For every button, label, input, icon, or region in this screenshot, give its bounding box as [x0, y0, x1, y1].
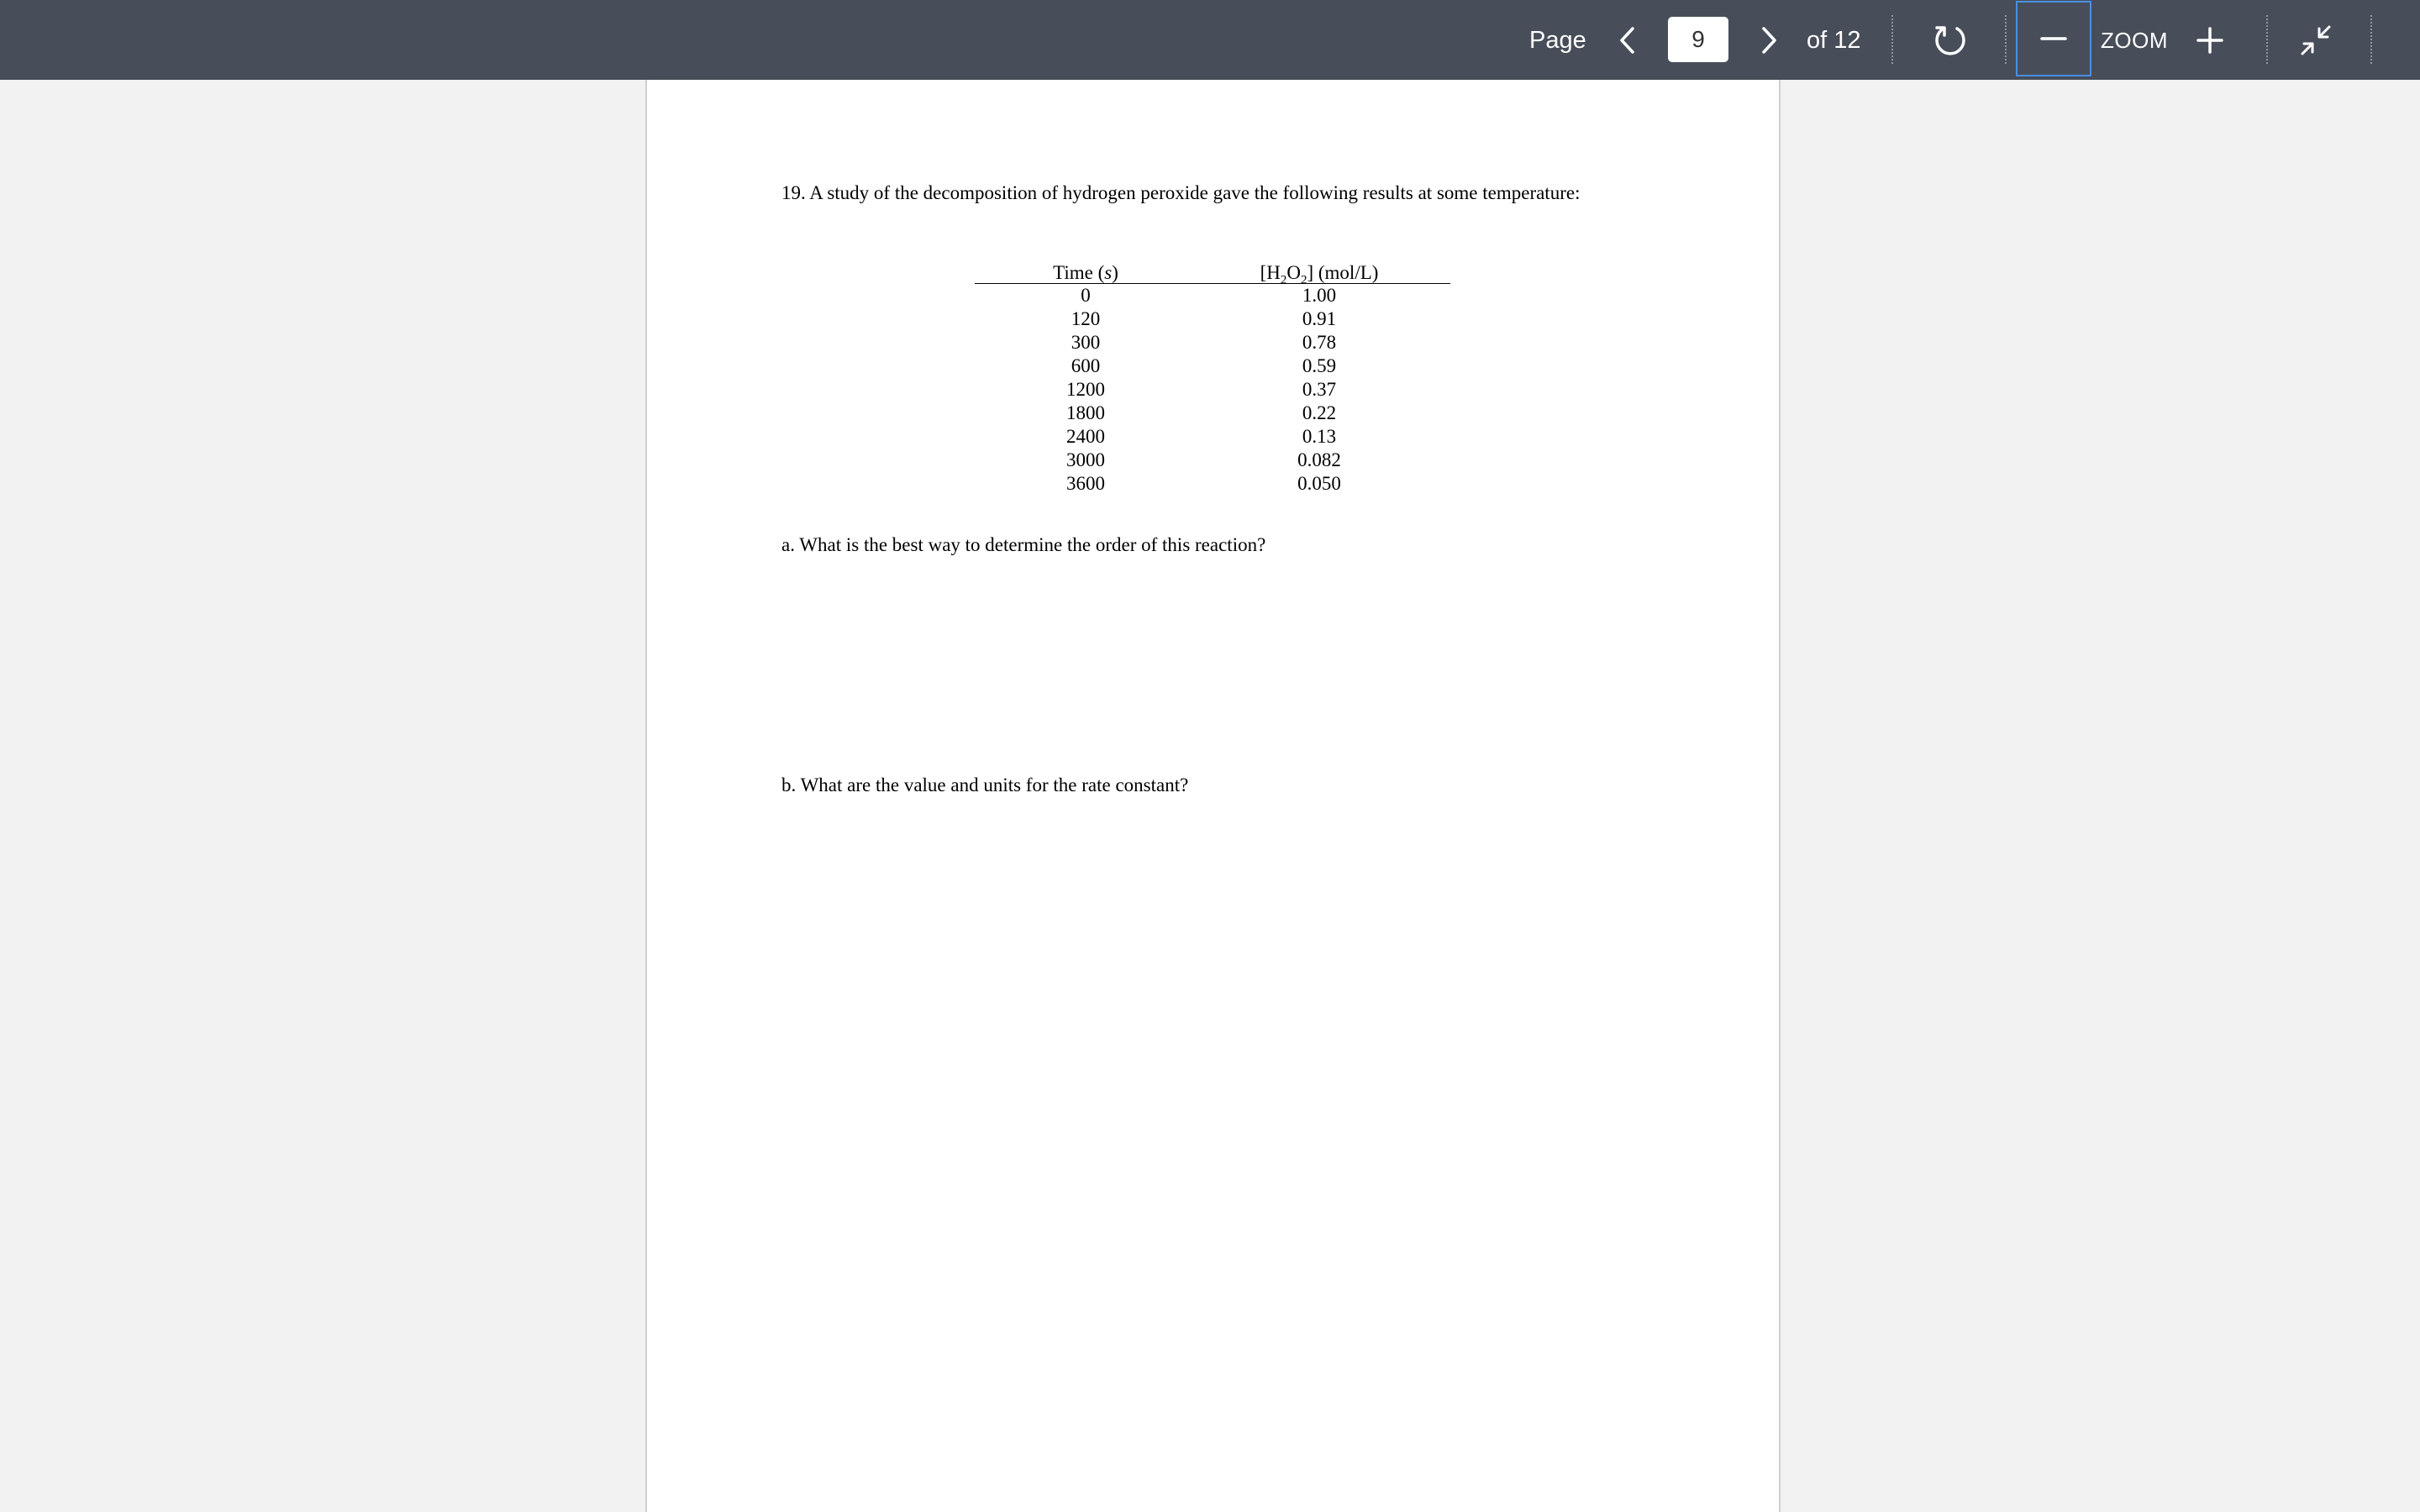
table-row — [975, 402, 1450, 425]
table-row — [975, 472, 1450, 496]
question-part-a: a. What is the best way to determine the order of this reaction? — [781, 534, 1266, 555]
concentration-cell: 0.13 — [1302, 426, 1337, 447]
table-row — [975, 331, 1450, 354]
zoom-out-button[interactable] — [2016, 1, 2091, 76]
toolbar-divider — [1891, 15, 1893, 64]
collapse-icon — [2299, 24, 2333, 57]
page-count-label: of 12 — [1807, 26, 1861, 54]
question-part-b: b. What are the value and units for the rate constant? — [781, 774, 1189, 795]
toolbar-divider — [2370, 15, 2372, 64]
table-row — [975, 425, 1450, 449]
minus-icon — [2040, 36, 2067, 41]
exit-fullscreen-button[interactable] — [2291, 15, 2341, 66]
plus-icon — [2196, 26, 2224, 55]
table-row — [975, 284, 1450, 307]
table-row — [975, 354, 1450, 378]
data-table — [975, 261, 1450, 496]
table-header — [975, 261, 1450, 287]
concentration-cell: 0.91 — [1302, 308, 1337, 329]
rotate-button[interactable] — [1924, 15, 1976, 66]
time-column-header: Time (s) — [1053, 262, 1118, 283]
table-row — [975, 449, 1450, 472]
concentration-cell: 0.22 — [1302, 402, 1337, 423]
time-cell: 3000 — [1066, 449, 1105, 470]
time-cell: 1800 — [1066, 402, 1105, 423]
concentration-cell: 0.082 — [1297, 449, 1341, 470]
time-cell: 0 — [1081, 285, 1091, 306]
question-text: 19. A study of the decomposition of hydrogen peroxide gave the following results at some temperature: — [781, 182, 1581, 203]
toolbar-divider — [2005, 15, 2007, 64]
document-page — [645, 80, 1781, 1512]
time-cell: 600 — [1071, 355, 1101, 376]
rotate-icon — [1932, 22, 1969, 59]
time-cell: 2400 — [1066, 426, 1105, 447]
toolbar-divider — [2266, 15, 2268, 64]
time-cell: 3600 — [1066, 473, 1105, 494]
chevron-right-icon — [1760, 26, 1778, 55]
concentration-column-header: $[H_2O_2]$ (mol/L) — [1260, 262, 1379, 287]
time-cell: 300 — [1071, 332, 1101, 353]
concentration-cell: 1.00 — [1302, 285, 1337, 306]
previous-page-button[interactable] — [1603, 15, 1652, 66]
table-row — [975, 378, 1450, 402]
table-row — [975, 307, 1450, 331]
page-label: Page — [1529, 26, 1586, 54]
zoom-label: ZOOM — [2101, 27, 2168, 53]
next-page-button[interactable] — [1744, 15, 1793, 66]
time-cell: 120 — [1071, 308, 1101, 329]
page-number-input[interactable] — [1668, 17, 1728, 62]
concentration-cell: 0.050 — [1297, 473, 1341, 494]
concentration-cell: 0.59 — [1302, 355, 1337, 376]
concentration-cell: 0.37 — [1302, 379, 1337, 400]
zoom-in-button[interactable] — [2185, 15, 2235, 66]
viewer-toolbar — [0, 0, 2420, 80]
chevron-left-icon — [1618, 26, 1637, 55]
concentration-cell: 0.78 — [1302, 332, 1337, 353]
time-cell: 1200 — [1066, 379, 1105, 400]
